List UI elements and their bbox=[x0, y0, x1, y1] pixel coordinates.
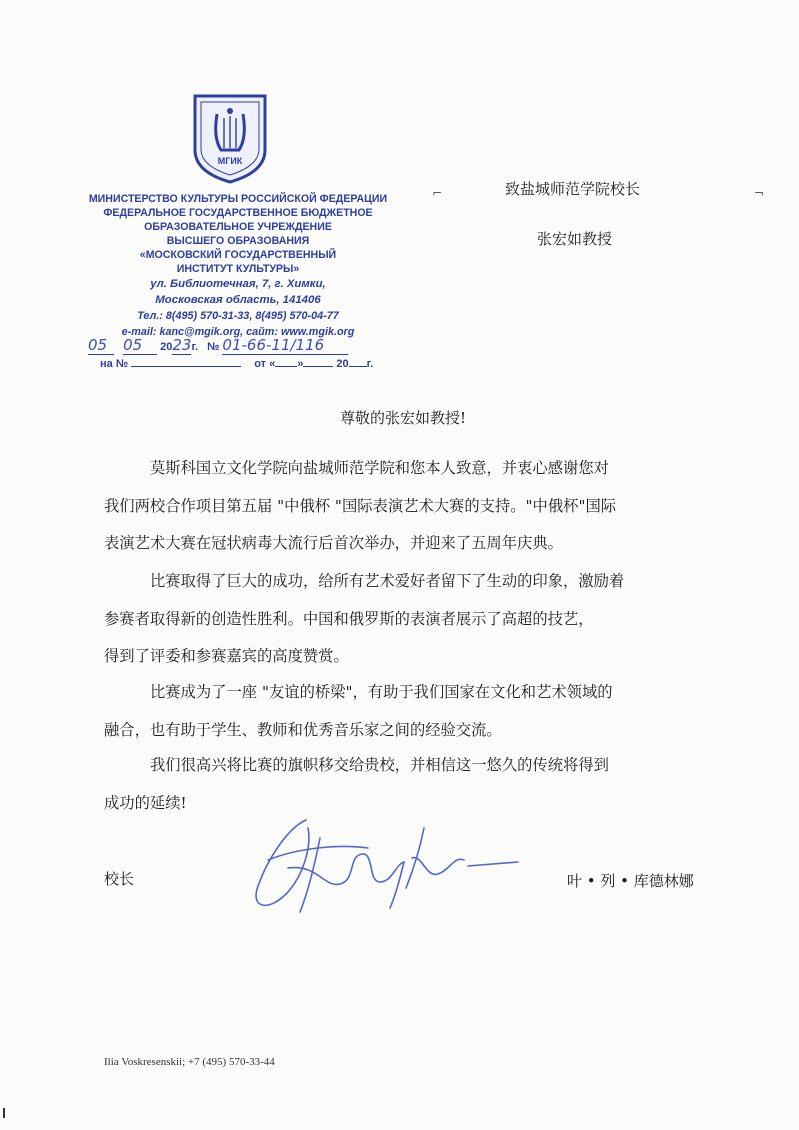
addressee-line-2: 张宏如教授 bbox=[537, 230, 613, 248]
text-line: 比赛取得了巨大的成功，给所有艺术爱好者留下了生动的印象，激励着 bbox=[150, 572, 625, 590]
letterhead-line: МИНИСТЕРСТВО КУЛЬТУРЫ РОССИЙСКОЙ ФЕДЕРАЦИИ bbox=[88, 193, 388, 205]
text-line: 我们很高兴将比赛的旗帜移交给贵校，并相信这一悠久的传统将得到 bbox=[150, 756, 609, 774]
letterhead-line: «МОСКОВСКИЙ ГОСУДАРСТВЕННЫЙ bbox=[139, 249, 337, 261]
number-label: № bbox=[207, 341, 220, 353]
footer-contact: Ilia Voskresenskii; +7 (495) 570-33-44 bbox=[104, 1056, 275, 1068]
paragraph-2 bbox=[104, 563, 744, 676]
text-line: 成功的延续! bbox=[104, 793, 187, 812]
text-line: 参赛者取得新的创造性胜利。中国和俄罗斯的表演者展示了高超的技艺， bbox=[104, 609, 594, 628]
handwritten-signature bbox=[228, 808, 528, 928]
date-month: 05 bbox=[123, 336, 143, 354]
date-year-suffix: 23 bbox=[172, 336, 192, 354]
text-line: 融合，也有助于学生、教师和优秀音乐家之间的经验交流。 bbox=[104, 720, 502, 739]
institute-emblem-icon bbox=[191, 92, 269, 186]
email-line: e-mail: kanc@mgik.org, сайт: www.mgik.org bbox=[121, 326, 355, 338]
text-line: 表演艺术大赛在冠状病毒大流行后首次举办，并迎来了五周年庆典。 bbox=[104, 534, 563, 553]
text-line: 莫斯科国立文化学院向盐城师范学院和您本人致意，并衷心感谢您对 bbox=[150, 459, 609, 477]
letterhead-line: ФЕДЕРАЛЬНОЕ ГОСУДАРСТВЕННОЕ БЮДЖЕТНОЕ bbox=[103, 207, 373, 219]
letterhead-line: ОБРАЗОВАТЕЛЬНОЕ УЧРЕЖДЕНИЕ bbox=[144, 221, 332, 233]
document-number: 01-66-11/116 bbox=[222, 336, 325, 354]
date-year-prefix: 20 bbox=[160, 341, 173, 353]
address-street: ул. Библиотечная, 7, г. Химки, bbox=[150, 278, 326, 290]
addressee-line-1: 致盐城师范学院校长 bbox=[505, 180, 641, 198]
letterhead-block bbox=[88, 192, 388, 340]
signatory-role: 校长 bbox=[104, 870, 135, 888]
corner-mark-right: ¬ bbox=[754, 186, 765, 200]
page-edge-mark bbox=[3, 1108, 5, 1118]
text-line: 得到了评委和参赛嘉宾的高度赞赏。 bbox=[104, 647, 349, 666]
reply-line bbox=[100, 358, 400, 376]
address-region: Московская область, 141406 bbox=[155, 294, 321, 306]
year-label: г. bbox=[191, 341, 199, 353]
reply-to-label: на № bbox=[100, 358, 129, 370]
phone-line: Тел.: 8(495) 570-31-33, 8(495) 570-04-77 bbox=[137, 310, 339, 322]
letterhead-line: ИНСТИТУТ КУЛЬТУРЫ» bbox=[176, 263, 300, 275]
text-line: 比赛成为了一座 "友谊的桥梁"，有助于我们国家在文化和艺术领域的 bbox=[150, 683, 613, 701]
corner-mark-left: ⌐ bbox=[432, 186, 443, 200]
reply-year-label: г. bbox=[366, 358, 374, 370]
signatory-name: 叶 • 列 • 库德林娜 bbox=[567, 872, 694, 890]
emblem-text: МГИК bbox=[217, 156, 243, 166]
greeting: 尊敬的张宏如教授! bbox=[340, 409, 467, 427]
paragraph-3 bbox=[104, 674, 744, 749]
date-day: 05 bbox=[88, 336, 108, 354]
paragraph-1 bbox=[104, 450, 744, 563]
letterhead-line: ВЫСШЕГО ОБРАЗОВАНИЯ bbox=[166, 235, 310, 247]
reply-mid: » bbox=[297, 358, 304, 370]
reply-year: 20 bbox=[336, 358, 349, 370]
reply-from-label: от « bbox=[254, 358, 276, 370]
text-line: 我们两校合作项目第五届 "中俄杯 "国际表演艺术大赛的支持。"中俄杯"国际 bbox=[104, 496, 617, 515]
